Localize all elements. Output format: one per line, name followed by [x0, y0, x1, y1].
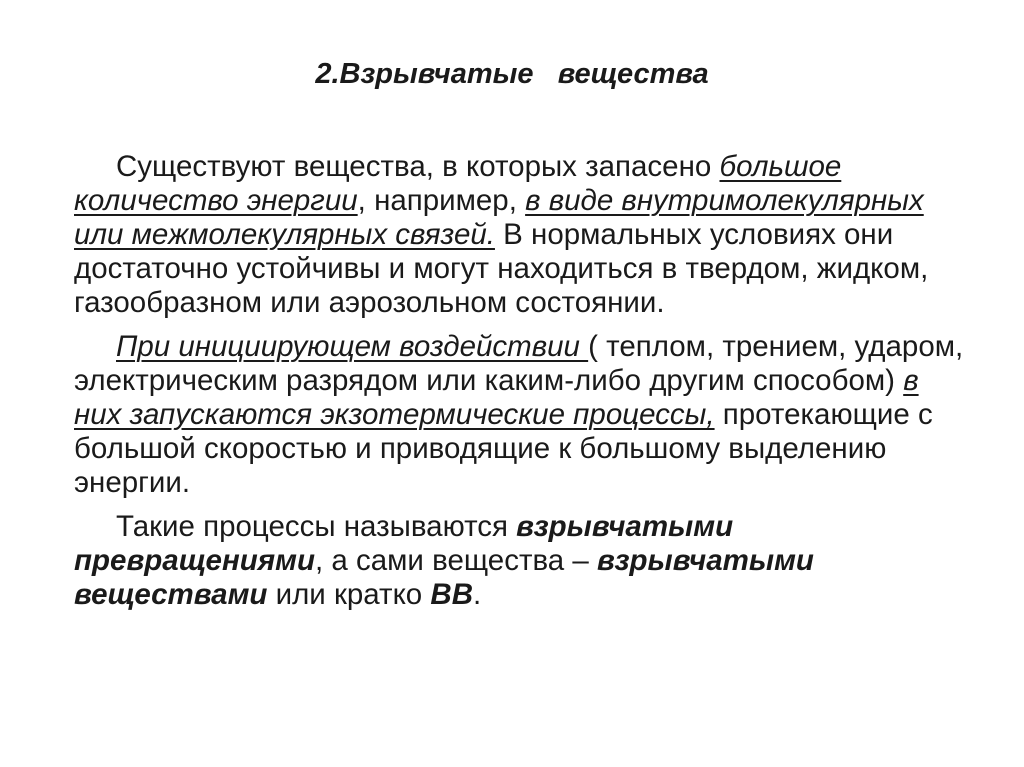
p3-term-substances: взрывчатыми веществами [74, 544, 814, 611]
p2-text-1: ( теплом, трением, ударом, электрическим разрядом или каким-либо другим способом) [74, 330, 964, 397]
paragraph-energy [74, 150, 974, 320]
p3-term-transformations: взрывчатыми превращениями [74, 510, 734, 577]
slide-body [74, 150, 974, 622]
p3-text-2: , а сами вещества – [315, 544, 598, 577]
p1-underlined-bonds: в виде внутримолекулярных или межмолекулярных связей. [74, 184, 924, 251]
p1-text-3: В нормальных условиях они достаточно устойчивы и могут находиться в твердом, жидком, газообразном или аэрозольном состоянии. [74, 218, 929, 319]
p1-text-2: , например, [357, 184, 526, 217]
p3-text-1: Такие процессы называются [116, 510, 517, 543]
p3-text-4: . [473, 578, 482, 611]
p2-underlined-initiation: При инициирующем воздействии [116, 330, 589, 363]
p2-text-2: протекающие с большой скоростью и приводящие к большому выделению энергии. [74, 398, 933, 499]
p1-underlined-energy: большое количество энергии [74, 150, 842, 217]
p2-underlined-processes: в них запускаются экзотермические процессы, [74, 364, 919, 431]
paragraph-definition [74, 510, 974, 612]
p3-term-abbreviation: ВВ [430, 578, 474, 611]
paragraph-initiation [74, 330, 974, 500]
p1-text-1: Существуют вещества, в которых запасено [116, 150, 720, 183]
slide-title: 2.Взрывчатые вещества [315, 58, 709, 90]
p3-text-3: или кратко [267, 578, 431, 611]
